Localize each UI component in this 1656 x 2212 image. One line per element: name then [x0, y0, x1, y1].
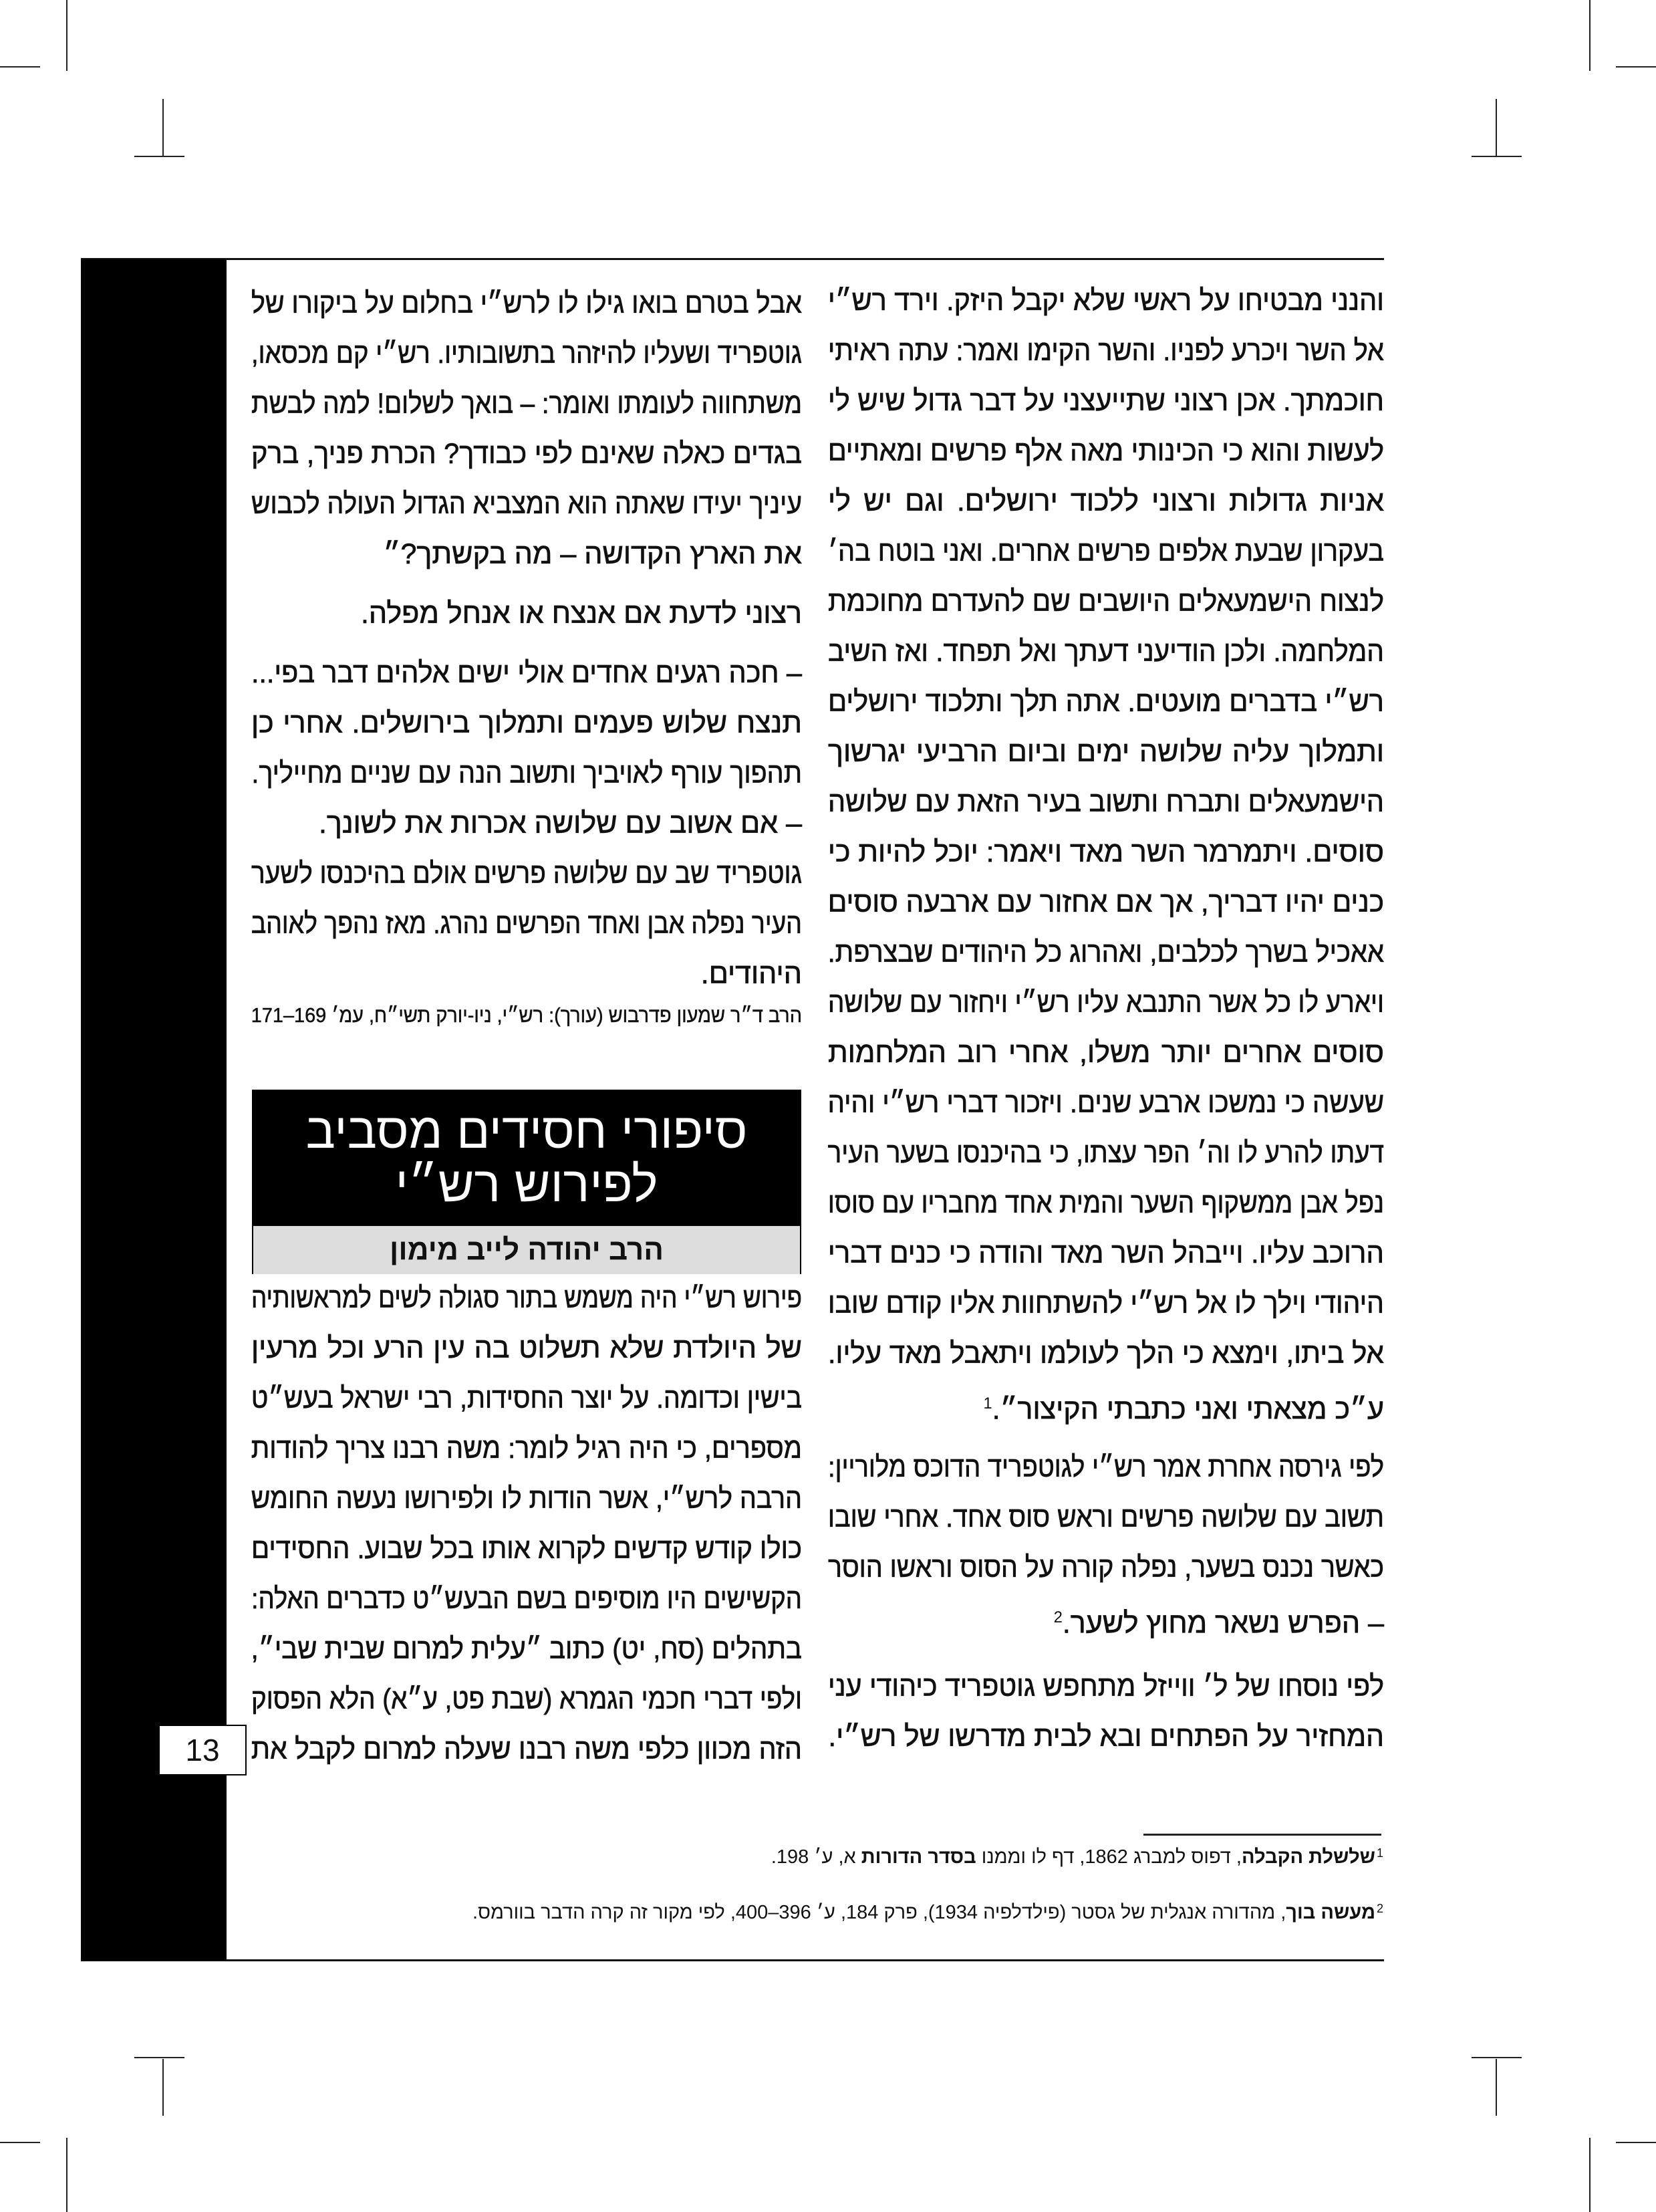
crop-mark: [1589, 0, 1591, 71]
crop-mark: [1472, 2057, 1522, 2058]
text-line: תנצח שלוש פעמים ותמלוך בירושלים. אחרי כן: [251, 707, 802, 739]
text-line: של היולדת שלא תשלוט בה עין הרע וכל מרעין: [251, 1332, 802, 1364]
crop-mark: [1589, 2138, 1591, 2212]
article-title-line-2: לפירוש רש״י: [395, 1156, 658, 1212]
crop-mark: [134, 2057, 184, 2058]
text-line: אל ביתו, וימצא כי הלך לעולמו ויתאבל מאד עליו.: [827, 1338, 1384, 1370]
text-line: לנצוח הישמעאלים היושבים שם להעדרם מחוכמת: [828, 586, 1384, 618]
footnote-title: שלשלת הקבלה: [1241, 1846, 1375, 1868]
text-line: הזה מכוון כלפי משה רבנו שעלה למרום לקבל את: [251, 1733, 803, 1765]
footnote-number: 1: [1377, 1846, 1384, 1860]
text-line: לעשות והוא כי הכינותי מאה אלף פרשים ומאתיים: [827, 435, 1384, 467]
paragraph: [251, 1273, 802, 1775]
text-line: בתהלים (סח, יט) כתוב ״עלית למרום שבית שבי״,: [251, 1633, 802, 1665]
footnote-title: בסדר הדורות: [861, 1846, 976, 1868]
text-line: הקשישים היו מוסיפים בשם הבעש״ט כדברים האלה:: [251, 1583, 802, 1615]
crop-mark: [1496, 99, 1497, 156]
black-sidebar: [81, 259, 227, 1961]
footnote-text: א, ע׳ 198.: [771, 1846, 861, 1868]
article-body: [251, 1273, 802, 1775]
text-line: דעתו להרע לו וה׳ הפר עצתו, כי בהיכנסו בשער העיר: [827, 1137, 1384, 1169]
footnote-2: [472, 1902, 1375, 1924]
text-line: המחזיר על הפתחים ובא לבית מדרשו של רש״י.: [828, 1721, 1384, 1753]
text-line: היהודי וילך לו אל רש״י להשתחוות אליו קודם שובו: [828, 1287, 1384, 1320]
text-line: תשוב עם שלושה פרשים וראש סוס אחד. אחרי שובו: [827, 1501, 1384, 1533]
text-line: לפי גירסה אחרת אמר רש״י לגוטפריד הדוכס מלוריין:: [828, 1451, 1384, 1483]
text-line: סוסים. ויתמרמר השר מאד ויאמר: יוכל להיות כי: [827, 836, 1384, 868]
article-title-line-1: סיפורי חסידים מסביב: [305, 1103, 748, 1158]
text-line: אל השר ויכרע לפניו. והשר הקימו ואמר: עתה ראיתי: [828, 335, 1384, 367]
text-line: ותמלוך עליה שלושה ימים וביום הרביעי יגרשוך: [828, 736, 1384, 768]
text-line: מספרים, כי היה רגיל לומר: משה רבנו צריך להודות: [251, 1433, 802, 1465]
text-line: פירוש רש״י היה משמש בתור סגולה לשים למראשותיה: [251, 1282, 802, 1314]
text-line: לפי נוסחו של ל׳ ווייזל מתחפש גוטפריד כיהודי עני: [828, 1671, 1384, 1703]
text-line: נפל אבן ממשקוף השער והמית אחד מחבריו עם סוסו: [827, 1187, 1384, 1219]
text-line: משתחווה לעומתו ואומר: – בואך לשלום! למה לבשת: [251, 388, 802, 420]
text-line: ולפי דברי חכמי הגמרא (שבת פט, ע״א) הלא הפסוק: [251, 1683, 802, 1715]
footnote-title: מעשה בוך: [1286, 1902, 1375, 1923]
crop-mark: [1496, 2059, 1497, 2116]
footnote-number: 2: [1377, 1902, 1384, 1915]
footnote-text: , דפוס למברג 1862, דף לו וממנו: [976, 1846, 1242, 1868]
text-line: רש״י בדברים מועטים. אתה תלך ותלכוד ירושלים: [828, 686, 1384, 718]
paragraph: [251, 648, 802, 799]
text-line: סוסים אחרים יותר משלו, אחרי רוב המלחמות: [828, 1037, 1384, 1069]
text-line: ע״כ מצאתי ואני כתבתי הקיצור״.$^1$: [983, 1393, 1384, 1426]
article-title-box: [252, 1090, 801, 1274]
text-line: בגדים כאלה שאינם לפי כבודך? הכרת פניך, ברק: [251, 438, 802, 470]
text-line: כנים יהיו דבריך, אך אם אחזור עם ארבעה סוסים: [827, 886, 1384, 918]
text-line: תהפוך עורף לאויביך ותשוב הנה עם שניים מחייליך.: [251, 757, 802, 789]
crop-mark: [162, 99, 164, 156]
text-line: כאשר נכנס בשער, נפלה קורה על הסוס וראשו הוסר: [828, 1552, 1384, 1584]
text-line: גוטפריד ושעליו להיזהר בתשובותיו. רש״י קם מכסאו,: [251, 338, 802, 370]
paragraph: [828, 1662, 1384, 1762]
crop-mark: [1472, 156, 1522, 157]
top-rule: [81, 258, 1384, 260]
crop-mark: [0, 66, 40, 68]
crop-mark: [162, 2059, 164, 2116]
text-line: ויארע לו כל אשר התנבא עליו רש״י ויחזור עם שלושה: [828, 987, 1384, 1019]
footnote-ref: 2: [1053, 1609, 1063, 1626]
crop-mark: [134, 156, 184, 157]
bottom-rule: [81, 1959, 1384, 1961]
text-line: את הארץ הקדושה – מה בקשתך?״: [383, 538, 802, 570]
text-line: רצוני לדעת אם אנצח או אנחל מפלה.: [360, 598, 802, 630]
footnote-1: [771, 1846, 1375, 1868]
text-line: אבל בטרם בואו גילו לו לרש״י בחלום על ביקורו של: [251, 287, 802, 320]
article-author: הרב יהודה לייב מימון: [253, 1225, 800, 1274]
text-line: כולו קודש קדשים לקרוא אותו בכל שבוע. החסידים: [251, 1533, 802, 1565]
text-line: שעשה כי נמשכו ארבע שנים. ויזכור דברי רש״י והיה: [827, 1087, 1384, 1119]
text-line: הישמעאלים ותברח ותשוב בעיר הזאת עם שלושה: [828, 786, 1384, 818]
text-line: הרבה לרש״י, אשר הודות לו ולפירושו נעשה החומש: [251, 1483, 802, 1515]
crop-mark: [66, 2138, 67, 2212]
text-line: בישין וכדומה. על יוצר החסידות, רבי ישראל בעש״ט: [251, 1382, 803, 1415]
footnote-rule: [1143, 1834, 1381, 1836]
paragraph: [828, 1443, 1384, 1643]
text-line: חוכמתך. אכן רצוני שתייעצני על דבר גדול שיש לי: [828, 385, 1384, 417]
text-line: גוטפריד שב עם שלושה פרשים אולם בהיכנסו לשער: [251, 858, 802, 890]
paragraph: [251, 279, 802, 580]
title-banner: [253, 1091, 800, 1225]
crop-mark: [1616, 2142, 1656, 2143]
text-line: המלחמה. ולכן הודיעני דעתך ואל תפחד. ואז השיב: [828, 636, 1384, 668]
text-line: העיר נפלה אבן ואחד הפרשים נהרג. מאז נהפך לאוהב: [251, 908, 802, 940]
paragraph: [251, 849, 802, 999]
right-column: [828, 276, 1384, 1762]
footnote-text: , מהדורה אנגלית של גסטר (פילדלפיה 1934), פרק 184, ע׳ 396–400, לפי מקור זה קרה הדבר בוורמס.: [472, 1902, 1286, 1923]
paragraph: [251, 799, 802, 849]
text-line: אאכיל בשרך לכלבים, ואהרוג כל היהודים שבצרפת.: [827, 937, 1384, 969]
text-line: עיניך יעידו שאתה הוא המצביא הגדול העולה לכבוש: [251, 488, 802, 520]
footnote-ref: 1: [983, 1395, 992, 1412]
text-line: – אם אשוב עם שלושה אכרות את לשונך.: [318, 808, 802, 840]
text-line: היהודים.: [700, 958, 802, 990]
page-number: 13: [158, 1725, 247, 1775]
crop-mark: [0, 2142, 40, 2143]
text-line: – הפרש נשאר מחוץ לשער.$^2$: [1053, 1607, 1384, 1640]
crop-mark: [1616, 66, 1656, 68]
paragraph: [251, 589, 802, 639]
text-line: אניות גדולות ורצוני ללכוד ירושלים. וגם יש לי: [828, 485, 1384, 517]
text-line: והנני מבטיחו על ראשי שלא יקבל היזק. וירד רש״י: [828, 285, 1384, 317]
text-line: בעקרון שבעת אלפים פרשים אחרים. ואני בוטח בה׳: [828, 535, 1384, 568]
source-citation: הרב ד״ר שמעון פדרבוש (עורך): רש״י, ניו-יורק תשי״ח, עמ׳ 169–171: [251, 1003, 802, 1027]
text-line: הרוכב עליו. וייבהל השר מאד והודה כי כנים דברי: [827, 1237, 1384, 1269]
left-column: [251, 279, 802, 1031]
crop-mark: [66, 0, 67, 71]
paragraph: [828, 276, 1384, 1429]
text-line: – חכה רגעים אחדים אולי ישים אלהים דבר בפי...: [251, 657, 802, 689]
